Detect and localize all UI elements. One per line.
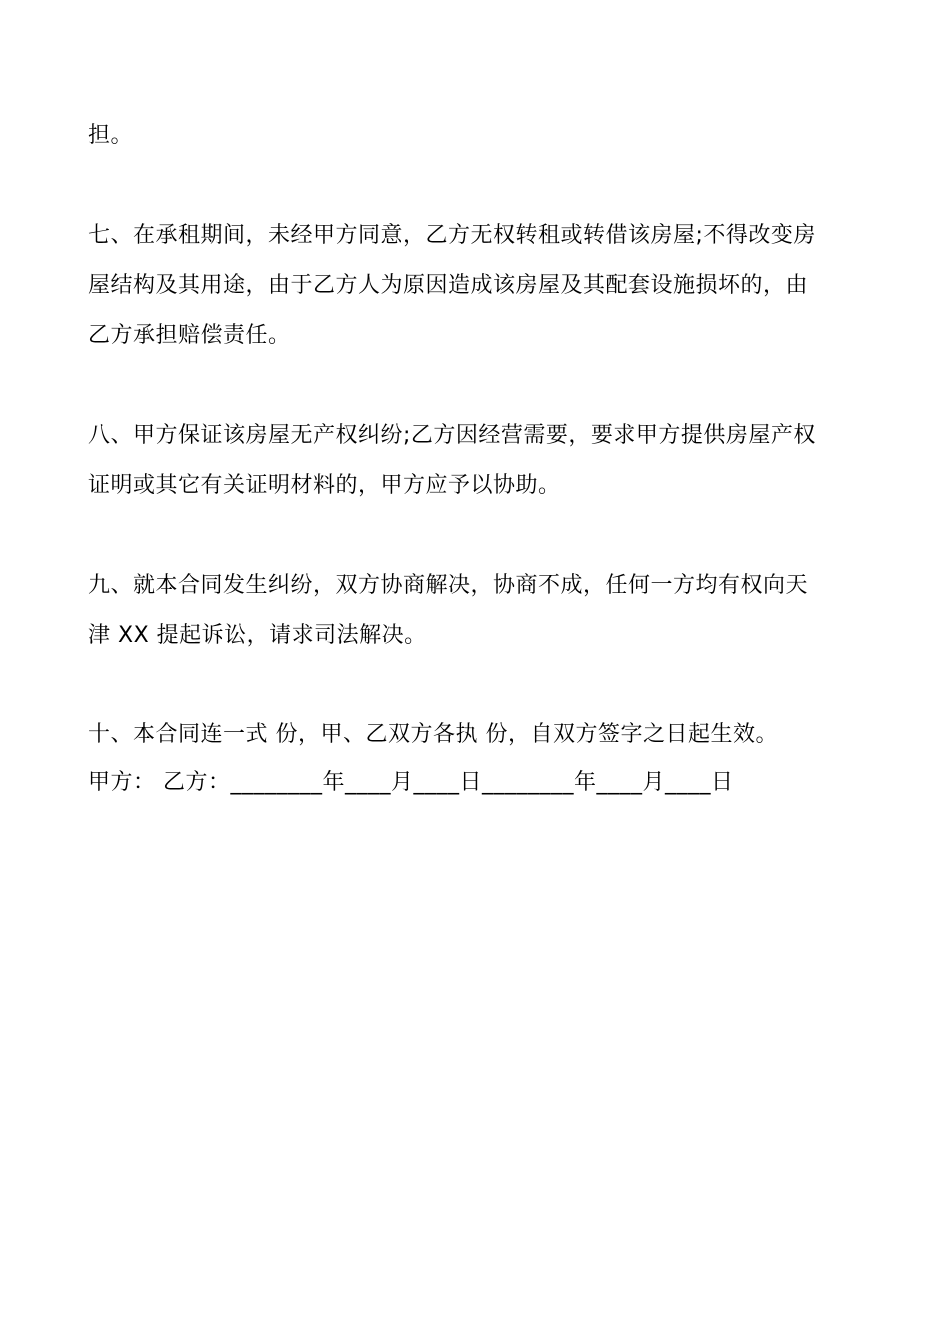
clause-7-line-3: 乙方承担赔偿责任。 xyxy=(88,323,291,348)
clause-7-line-1: 七、在承租期间，未经甲方同意，乙方无权转租或转借该房屋;不得改变房 xyxy=(88,223,816,248)
clause-9-line-2: 津 XX 提起诉讼，请求司法解决。 xyxy=(88,623,427,648)
clause-6-continuation: 担。 xyxy=(88,123,134,148)
clause-9-line-1: 九、就本合同发生纠纷，双方协商解决，协商不成，任何一方均有权向天 xyxy=(88,573,809,598)
clause-8-line-1: 八、甲方保证该房屋无产权纠纷;乙方因经营需要，要求甲方提供房屋产权 xyxy=(88,423,816,448)
clause-7-line-2: 屋结构及其用途，由于乙方人为原因造成该房屋及其配套设施损坏的，由 xyxy=(88,273,809,298)
signature-line: 甲方： 乙方：________年____月____日________年____月____日 xyxy=(88,770,734,795)
clause-10-line: 十、本合同连一式 份，甲、乙双方各执 份，自双方签字之日起生效。 xyxy=(88,722,778,747)
clause-8-line-2: 证明或其它有关证明材料的，甲方应予以协助。 xyxy=(88,473,561,498)
